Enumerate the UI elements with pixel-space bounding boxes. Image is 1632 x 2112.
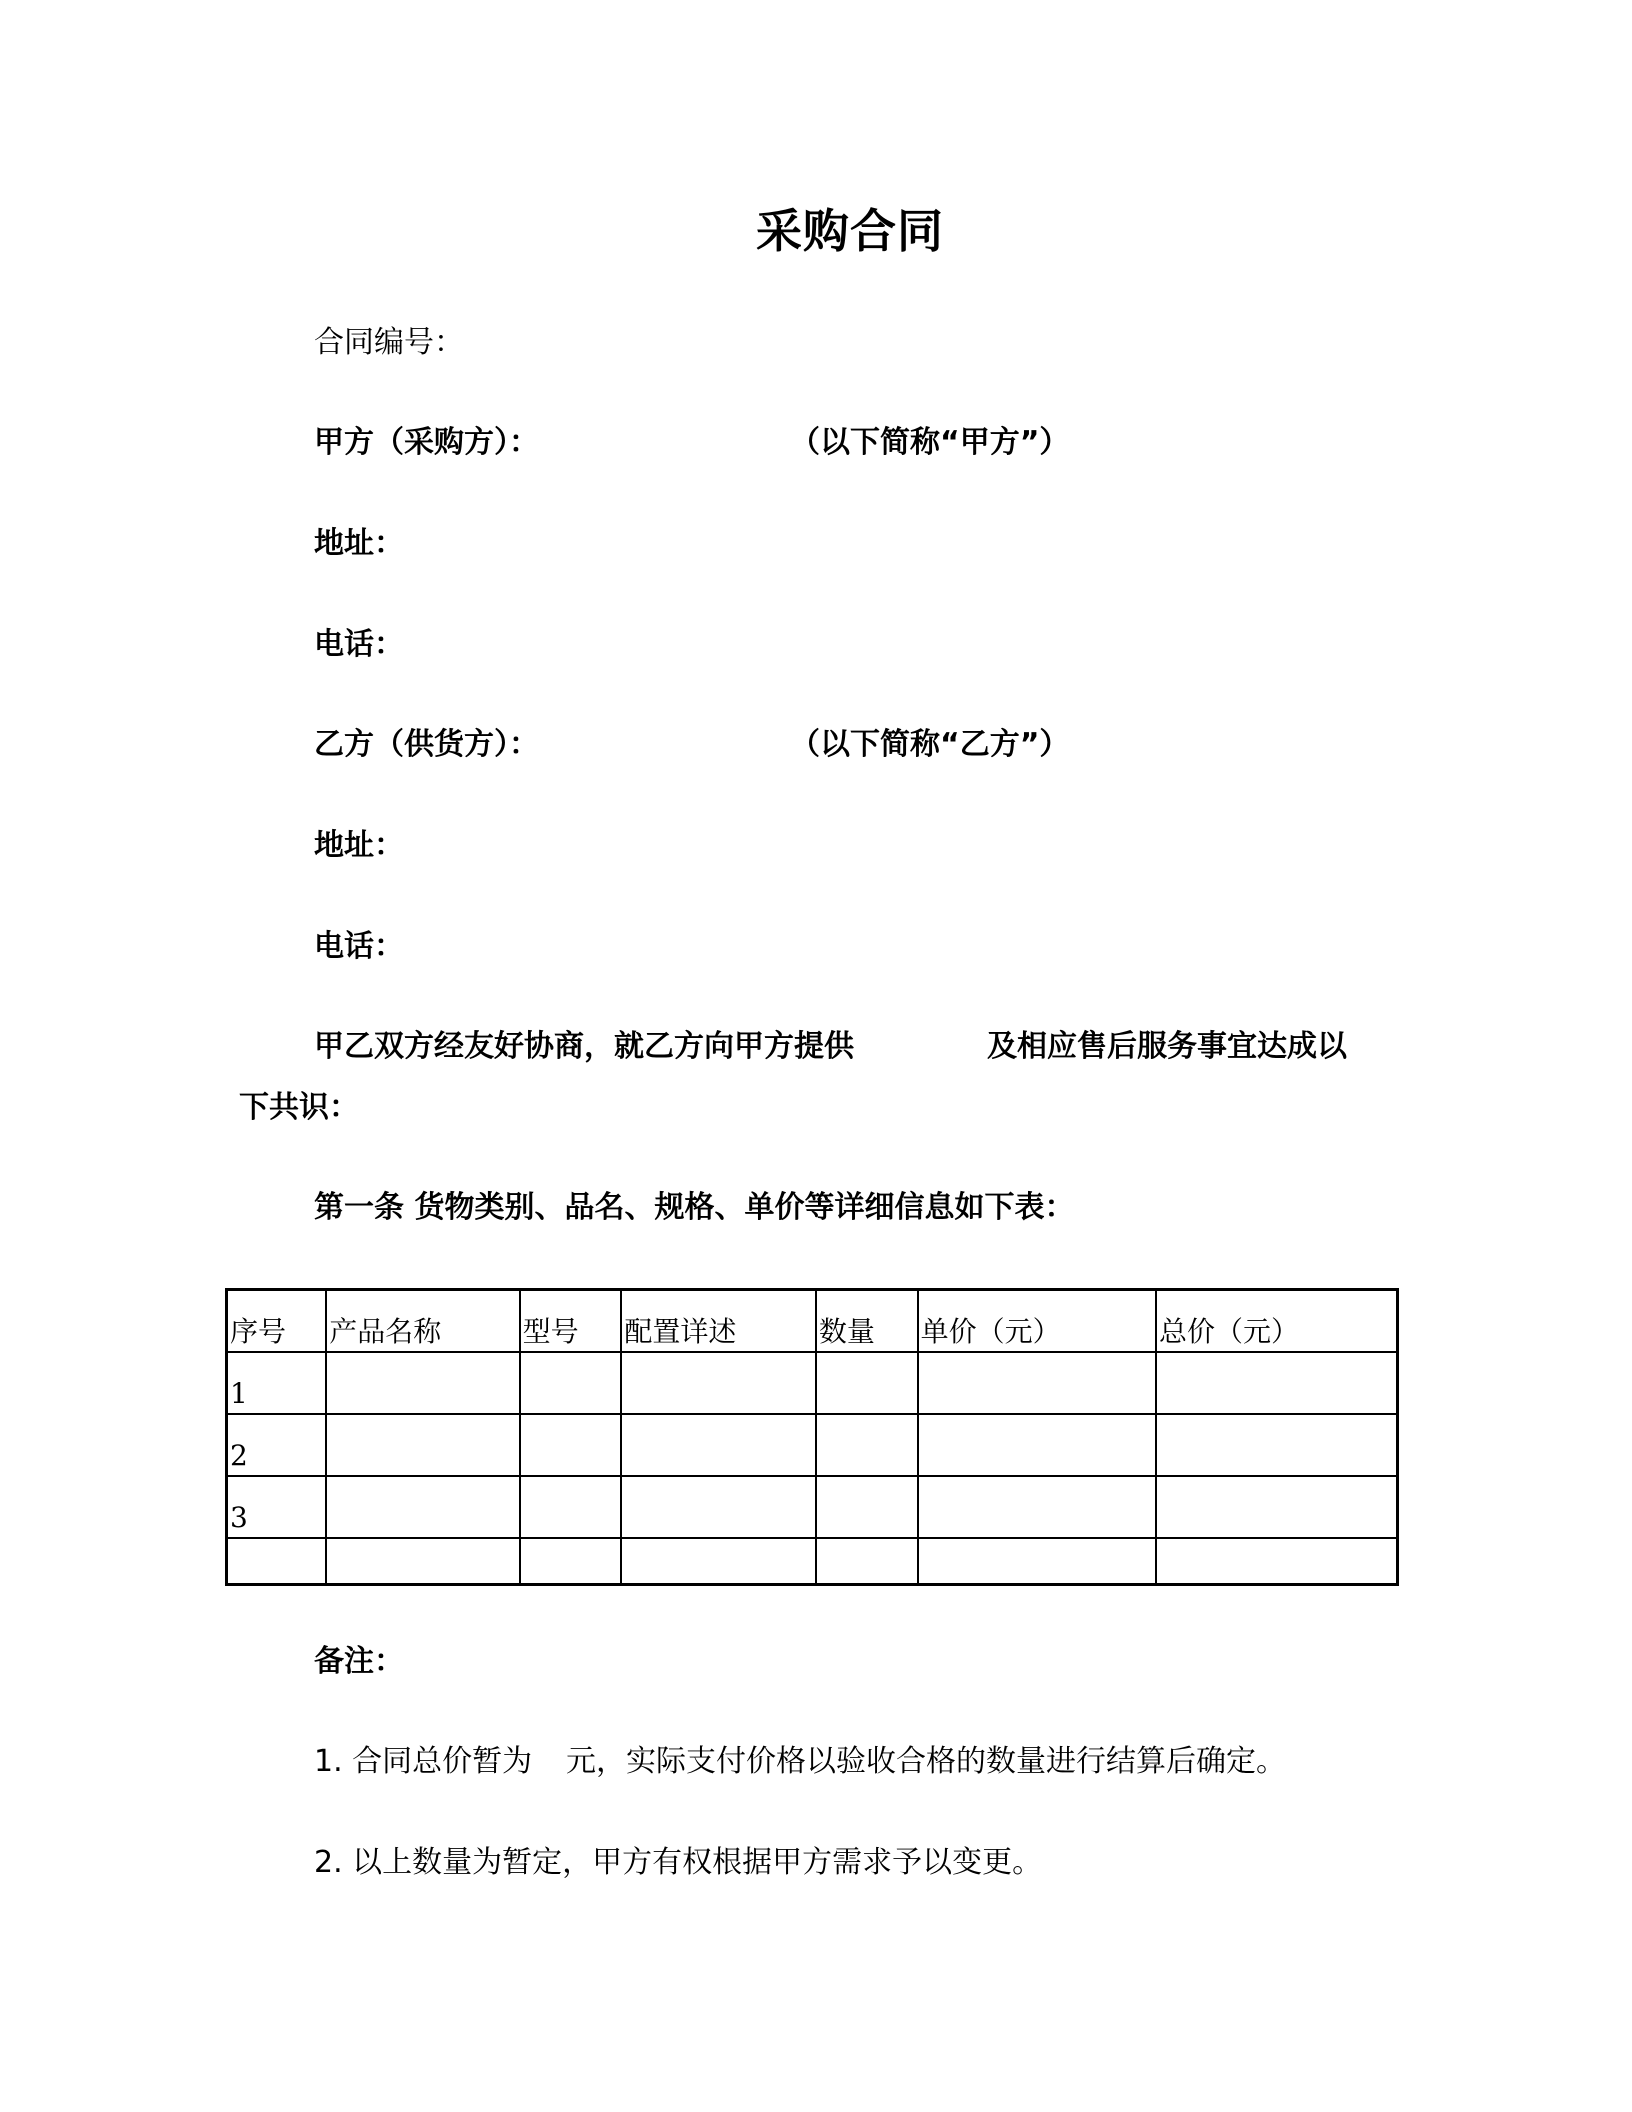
table-cell (227, 1538, 327, 1585)
table-cell (1156, 1538, 1397, 1585)
article-1-heading: 第一条 货物类别、品名、规格、单价等详细信息如下表： (314, 1190, 1075, 1225)
header-model: 型号 (520, 1290, 622, 1353)
note-1-end: 元，实际支付价格以验收合格的数量进行结算后确定。 (566, 1744, 1286, 1779)
preamble-text-end: 下共识： (239, 1090, 359, 1125)
header-product-name: 产品名称 (326, 1290, 519, 1353)
table-cell: 3 (227, 1476, 327, 1538)
party-a-phone-label: 电话： (314, 627, 404, 662)
table-cell (621, 1538, 815, 1585)
document-title: 采购合同 (756, 204, 944, 258)
party-b-phone-label: 电话： (314, 929, 404, 964)
header-quantity: 数量 (816, 1290, 918, 1353)
table-cell (621, 1352, 815, 1414)
note-1-start: 1. 合同总价暂为 (314, 1744, 533, 1779)
header-serial-number: 序号 (227, 1290, 327, 1353)
contract-number-label: 合同编号： (314, 325, 464, 360)
table-row (227, 1538, 1398, 1585)
table-cell (816, 1538, 918, 1585)
goods-table (225, 1288, 1399, 1586)
preamble-text-start: 甲乙双方经友好协商，就乙方向甲方提供 (314, 1029, 854, 1064)
table-cell (520, 1476, 622, 1538)
header-unit-price: 单价（元） (918, 1290, 1156, 1353)
table-cell (1156, 1352, 1397, 1414)
header-configuration: 配置详述 (621, 1290, 815, 1353)
preamble-text-continue: 及相应售后服务事宜达成以 (987, 1029, 1347, 1064)
note-2: 2. 以上数量为暂定，甲方有权根据甲方需求予以变更。 (314, 1845, 1043, 1880)
table-cell (816, 1352, 918, 1414)
table-cell (1156, 1414, 1397, 1476)
party-a-abbreviation: （以下简称“甲方”） (790, 425, 1070, 460)
notes-label: 备注： (314, 1644, 404, 1679)
table-row (227, 1352, 1398, 1414)
table-cell (816, 1414, 918, 1476)
table-cell (918, 1352, 1156, 1414)
table-header-row (227, 1290, 1398, 1353)
table-cell (326, 1414, 519, 1476)
party-a-address-label: 地址： (314, 526, 404, 561)
table-cell: 1 (227, 1352, 327, 1414)
table-cell (326, 1352, 519, 1414)
table-cell: 2 (227, 1414, 327, 1476)
table-cell (918, 1414, 1156, 1476)
table-cell (520, 1414, 622, 1476)
table-cell (918, 1476, 1156, 1538)
table-cell (621, 1476, 815, 1538)
table-cell (918, 1538, 1156, 1585)
table-cell (520, 1352, 622, 1414)
table-cell (520, 1538, 622, 1585)
table-cell (1156, 1476, 1397, 1538)
party-a-label: 甲方（采购方）： (314, 425, 539, 460)
table-row (227, 1414, 1398, 1476)
table-cell (326, 1538, 519, 1585)
header-total-price: 总价（元） (1156, 1290, 1397, 1353)
table-cell (621, 1414, 815, 1476)
party-b-label: 乙方（供货方）： (314, 727, 539, 762)
table-cell (816, 1476, 918, 1538)
party-b-address-label: 地址： (314, 828, 404, 863)
table-cell (326, 1476, 519, 1538)
party-b-abbreviation: （以下简称“乙方”） (790, 727, 1070, 762)
table-row (227, 1476, 1398, 1538)
